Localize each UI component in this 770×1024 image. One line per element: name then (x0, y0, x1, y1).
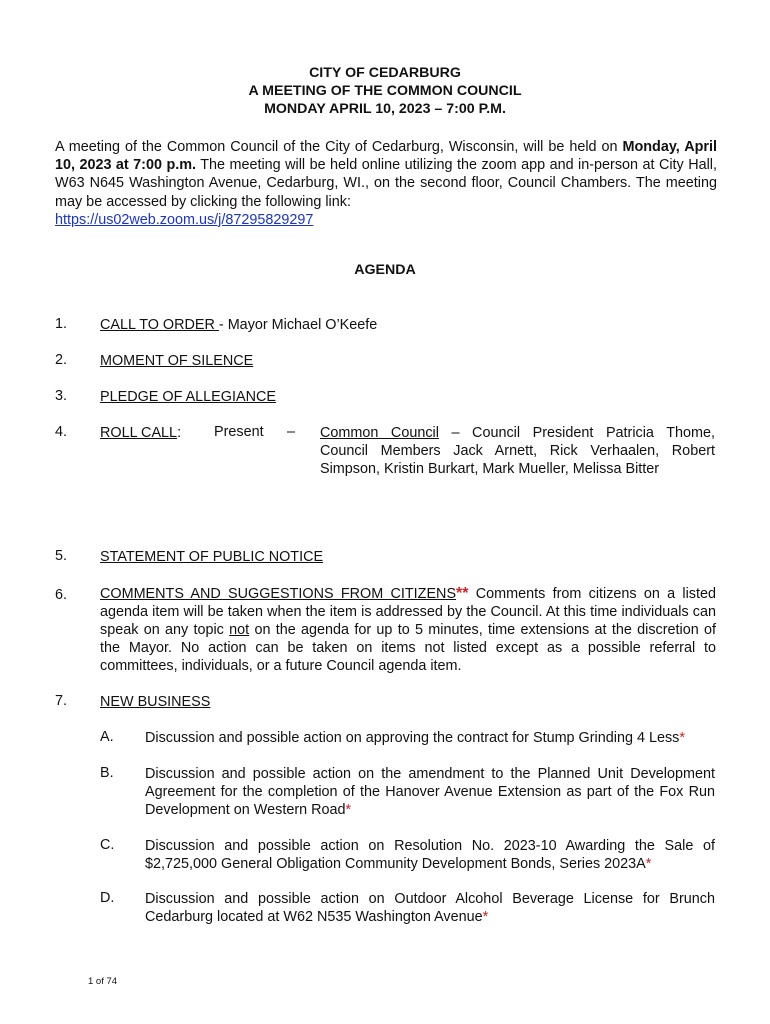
new-business-c-mark: * (645, 856, 652, 872)
item-6-text-b: on the agenda for up to 5 minutes, time extensions at the discretion of the Mayor. No action can be taken on items not listed except as a possible referral to committees, individuals, or a future Council agenda item. (100, 622, 716, 674)
new-business-a-letter: A. (100, 729, 114, 745)
item-6-number: 6. (55, 587, 68, 603)
intro-paragraph (55, 138, 717, 229)
new-business-a-mark: * (679, 730, 685, 746)
item-4-title: ROLL CALL (100, 425, 178, 441)
new-business-c-letter: C. (100, 837, 115, 853)
item-6-text-a: Comments from citizens on a listed agenda item will be taken when the item is addressed by the Council. At this time individuals can speak on any topic (100, 586, 716, 638)
item-3-title: PLEDGE OF ALLEGIANCE (100, 389, 276, 405)
zoom-link[interactable]: https://us02web.zoom.us/j/87295829297 (55, 211, 314, 228)
new-business-b-mark: * (345, 802, 352, 818)
title-meeting: A MEETING OF THE COMMON COUNCIL (248, 83, 522, 99)
page-number: 1 of 74 (88, 976, 118, 987)
new-business-c (145, 837, 715, 873)
new-business-d-text: Discussion and possible action on Outdoor Alcohol Beverage License for Brunch Cedarburg located at W62 N535 Washington Avenue (145, 891, 715, 925)
new-business-a-text: Discussion and possible action on approving the contract for Stump Grinding 4 Less (145, 730, 680, 746)
item-1-number: 1. (55, 316, 68, 332)
item-6-not: not (229, 622, 250, 638)
item-1-title: CALL TO ORDER (100, 317, 219, 333)
item-7-title: NEW BUSINESS (100, 694, 211, 710)
item-5-number: 5. (55, 548, 68, 564)
new-business-d-letter: D. (100, 890, 115, 906)
item-4-present: Present (214, 424, 264, 440)
item-4-member-list: – Council President Patricia Thome, Council Members Jack Arnett, Rick Verhaalen, Robert Simpson, Kristin Burkart, Mark Mueller, Melissa Bitter (320, 425, 716, 477)
item-7-number: 7. (55, 693, 68, 709)
item-1-detail: - Mayor Michael O’Keefe (218, 317, 378, 333)
item-4-council-label: Common Council (320, 425, 439, 441)
intro-text-2: The meeting will be held online utilizing the zoom app and in-person at City Hall, W63 N645 Washington Avenue, Cedarburg, WI., on the second floor, Council Chambers. The meeting may be accessed by clicking the following link: (55, 157, 717, 210)
item-4-label (100, 424, 181, 442)
new-business-d-mark: * (482, 909, 489, 925)
intro-text-1: A meeting of the Common Council of the City of Cedarburg, Wisconsin, will be held on (55, 139, 623, 155)
item-2-number: 2. (55, 352, 68, 368)
item-6-title: COMMENTS AND SUGGESTIONS FROM CITIZENS (100, 586, 457, 602)
new-business-a (145, 729, 715, 747)
item-4-number: 4. (55, 424, 68, 440)
new-business-b-letter: B. (100, 765, 114, 781)
title-city: CITY OF CEDARBURG (309, 65, 461, 81)
item-3-number: 3. (55, 388, 68, 404)
new-business-d (145, 890, 715, 926)
item-1 (100, 316, 377, 334)
item-4-dash: – (287, 424, 296, 440)
item-5-title: STATEMENT OF PUBLIC NOTICE (100, 549, 324, 565)
new-business-c-text: Discussion and possible action on Resolution No. 2023-10 Awarding the Sale of $2,725,000 General Obligation Community Development Bonds, Series 2023A (145, 838, 715, 872)
new-business-b (145, 765, 715, 819)
item-4-members (320, 424, 715, 478)
new-business-b-text: Discussion and possible action on the amendment to the Planned Unit Development Agreement for the completion of the Hanover Avenue Extension as part of the Fox Run Development on Western Road (145, 766, 715, 818)
agenda-heading: AGENDA (354, 262, 416, 278)
item-6 (100, 585, 716, 675)
intro-date-bold: Monday, April 10, 2023 at 7:00 p.m. (55, 139, 717, 174)
title-date: MONDAY APRIL 10, 2023 – 7:00 P.M. (264, 101, 506, 117)
item-2-title: MOMENT OF SILENCE (100, 353, 254, 369)
item-4-colon: : (177, 425, 182, 441)
item-6-stars: ** (456, 585, 469, 602)
